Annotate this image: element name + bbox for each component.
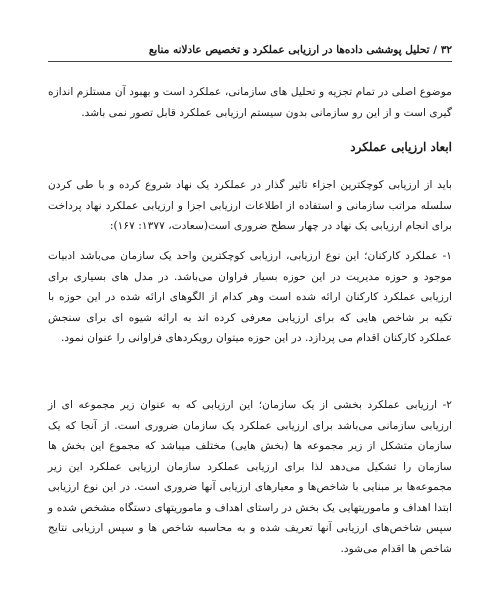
header-divider bbox=[48, 61, 452, 62]
employee-performance-paragraph: ۱- عملکرد کارکنان؛ این نوع ارزیابی، ارزیابی کوچکترین واحد یک سازمان می‌باشد ادبیات موجود و حوزه مدیریت در این حوزه بسیار فراوان می‌باشد. در مدل های بسیاری برای ارزیابی عملکرد کارکنان ارائه شده است وهر کدام از الگوهای ارائه شده در این حوزه با تکیه بر شاخص هایی که برای ارزیابی معرفی کرده اند به ارائه شیوه ای برای سنجش عملکرد کارکنان اقدام می پردازد. در این حوزه میتوان رویکردهای فراوانی را عنوان نمود. bbox=[48, 249, 452, 344]
intro-paragraph: موضوع اصلی در تمام تجزیه و تحلیل های سازمانی، عملکرد است و بهبود آن مستلزم اندازه گیری است و از این رو سازمانی بدون سیستم ارزیابی عملکرد قابل تصور نمی باشد. bbox=[48, 85, 452, 119]
running-header: ۳۲ / تحلیل پوششی داده‌ها در ارزیابی عملکرد و تخصیص عادلانه منابع bbox=[148, 44, 452, 56]
department-performance-paragraph: ۲- ارزیابی عملکرد بخشی از یک سازمان؛ این ارزیابی که به عنوان زیر مجموعه ای از ارزیابی سازمانی می‌باشد برای ارزیابی عملکرد یک سازمان ضروری است. از آنجا که یک سازمان متشکل از زیر مجموعه ها (بخش هایی) مختلف میباشد که مجموع این بخش ها سازمان را تشکیل می‌دهد لذا برای ارزیابی عملکرد سازمان ارزیابی عملکرد این زیر مجموعه‌ها بر مبنایی با شاخص‌ها و معیارهای ارزیابی آنها ضروری است. در این نوع ارزیابی ابتدا اهداف و ماموریتهایی یک بخش در راستای اهداف و ماموریتهای دستگاه مشخص شده و سپس شاخص‌های ارزیابی آنها تعریف شده و به محاسبه شاخص ها و سپس ارزیابی نتایج شاخص ها اقدام می‌شود. bbox=[48, 398, 452, 555]
section-heading: ابعاد ارزیابی عملکرد bbox=[350, 140, 452, 154]
levels-intro-paragraph: باید از ارزیابی کوچکترین اجزاء تاثیر گذار در عملکرد یک نهاد شروع کرده و با طی کردن سلسله مراتب سازمانی و استفاده از اطلاعات ارزیابی اجزا و ارزیابی عملکرد نهاد پرداخت برای انجام ارزیابی یک نهاد در چهار سطح ضروری است(سعادت، ۱۳۷۷: ۱۶۷): bbox=[48, 178, 452, 232]
